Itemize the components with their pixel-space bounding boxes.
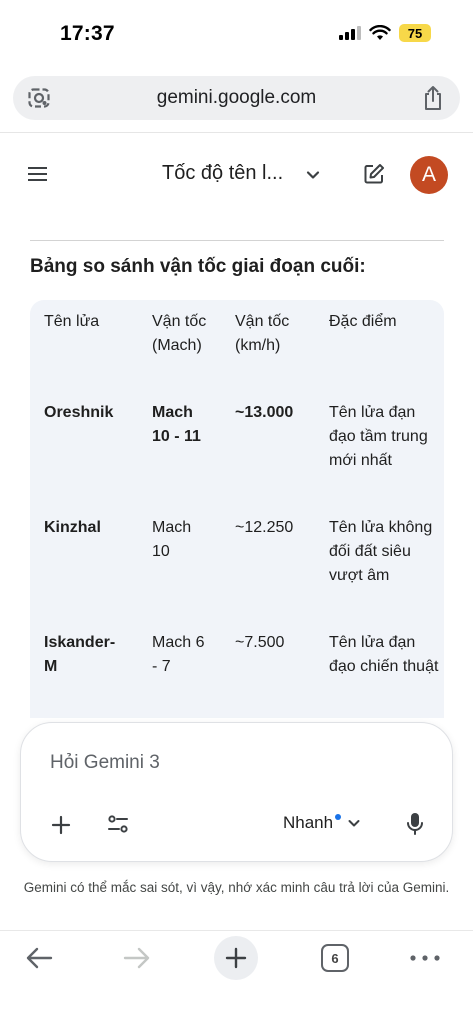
table-cell: Mach 6 - 7 [152, 634, 205, 675]
avatar[interactable]: A [410, 156, 448, 194]
menu-icon[interactable] [28, 166, 48, 182]
mode-indicator-dot [335, 814, 341, 820]
table-header: Vận tốc (km/h) [235, 313, 290, 354]
table-cell: Mach 10 [152, 519, 192, 560]
table-header: Đặc điểm [329, 313, 397, 330]
tab-switcher-icon[interactable]: 6 [321, 944, 349, 972]
disclaimer-text: Gemini có thể mắc sai sót, vì vậy, nhớ xác minh câu trả lời của Gemini. [23, 880, 450, 895]
comparison-table [30, 300, 444, 718]
divider [0, 132, 473, 133]
address-bar[interactable] [13, 76, 460, 120]
table-cell: Tên lửa đạn đạo tầm trung mới nhất [329, 404, 428, 469]
mode-label: Nhanh [283, 813, 334, 832]
prompt-input[interactable]: Hỏi Gemini 3 [50, 752, 160, 773]
table-cell: ~12.250 [235, 519, 294, 536]
section-heading: Bảng so sánh vận tốc giai đoạn cuối: [30, 256, 366, 277]
status-icons [339, 24, 431, 42]
divider [30, 240, 444, 241]
mode-selector[interactable] [283, 811, 361, 835]
chat-title[interactable]: Tốc độ tên l... [162, 162, 284, 184]
forward-arrow-icon[interactable] [122, 945, 152, 971]
plus-icon [225, 947, 247, 969]
browser-toolbar [0, 930, 473, 1024]
table-cell: Iskander-M [44, 634, 116, 675]
table-cell: Kinzhal [44, 519, 101, 536]
chevron-down-icon [347, 816, 361, 830]
status-time: 17:37 [60, 22, 115, 45]
back-arrow-icon[interactable] [24, 945, 54, 971]
app-header [0, 150, 473, 200]
prompt-card [20, 722, 453, 862]
table-cell: Tên lửa không đối đất siêu vượt âm [329, 519, 433, 584]
plus-icon[interactable] [51, 815, 71, 835]
mic-icon[interactable] [405, 811, 425, 837]
table-cell: Mach 10 - 11 [152, 404, 201, 445]
cellular-signal-icon [339, 26, 361, 40]
new-chat-icon[interactable] [362, 162, 386, 186]
battery-icon: 75 [399, 24, 431, 42]
status-bar [0, 0, 473, 62]
url-text[interactable]: gemini.google.com [156, 87, 317, 108]
tools-icon[interactable] [107, 813, 129, 835]
table-cell: Oreshnik [44, 404, 114, 421]
table-cell: ~13.000 [235, 404, 294, 421]
table-header: Tên lửa [44, 313, 100, 330]
chevron-down-icon[interactable] [305, 167, 321, 183]
table-cell: Tên lửa đạn đạo chiến thuật [329, 634, 439, 675]
table-header: Vận tốc (Mach) [152, 313, 207, 354]
table-cell: ~7.500 [235, 634, 285, 651]
share-icon[interactable] [422, 85, 444, 111]
new-tab-button[interactable] [214, 936, 258, 980]
wifi-icon [369, 25, 391, 41]
more-icon[interactable] [408, 945, 442, 971]
